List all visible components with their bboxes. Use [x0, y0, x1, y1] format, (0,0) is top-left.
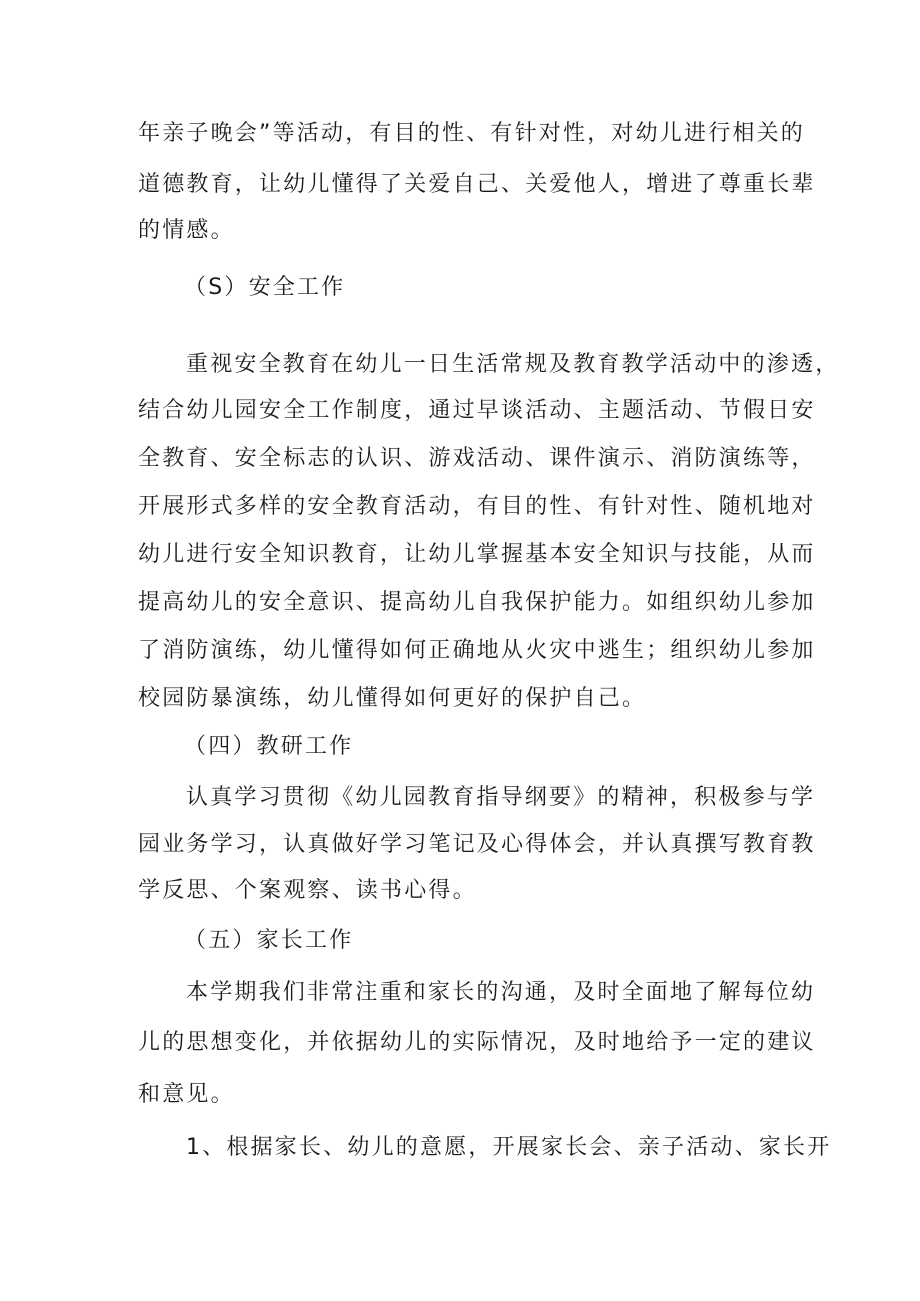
- paragraph-line: 认真学习贯彻《幼儿园教育指导纲要》的精神，积极参与学: [186, 785, 816, 810]
- section-heading-parents: （五）家长工作: [184, 928, 354, 953]
- paragraph-line: 年亲子晚会”等活动，有目的性、有针对性，对幼儿进行相关的: [138, 121, 805, 146]
- paragraph-line: 校园防暴演练，幼儿懂得如何更好的保护自己。: [138, 686, 647, 711]
- paragraph-line: 园业务学习，认真做好学习笔记及心得体会，并认真撰写教育教: [138, 832, 816, 857]
- paragraph-line: 本学期我们非常注重和家长的沟通，及时全面地了解每位幼: [186, 980, 816, 1005]
- paragraph-line: 重视安全教育在幼儿一日生活常规及教育教学活动中的渗透，: [186, 352, 840, 377]
- paragraph-line: 和意见。: [138, 1082, 235, 1107]
- paragraph-line: 的情感。: [138, 218, 235, 243]
- numbered-item-line: 1、根据家长、幼儿的意愿，开展家长会、亲子活动、家长开: [186, 1135, 832, 1160]
- paragraph-line: 提高幼儿的安全意识、提高幼儿自我保护能力。如组织幼儿参加: [138, 590, 816, 615]
- section-heading-safety: （S）安全工作: [184, 275, 346, 300]
- paragraph-line: 儿的思想变化，并依据幼儿的实际情况，及时地给予一定的建议: [138, 1030, 816, 1055]
- paragraph-line: 全教育、安全标志的认识、游戏活动、课件演示、消防演练等，: [138, 446, 816, 471]
- paragraph-line: 了消防演练，幼儿懂得如何正确地从火灾中逃生；组织幼儿参加: [138, 638, 816, 663]
- paragraph-line: 结合幼儿园安全工作制度，通过早谈活动、主题活动、节假日安: [138, 398, 816, 423]
- paragraph-line: 幼儿进行安全知识教育，让幼儿掌握基本安全知识与技能，从而: [138, 542, 816, 567]
- paragraph-line: 开展形式多样的安全教育活动，有目的性、有针对性、随机地对: [138, 494, 816, 519]
- paragraph-line: 道德教育，让幼儿懂得了关爱自己、关爱他人，增进了尊重长辈: [138, 172, 816, 197]
- paragraph-line: 学反思、个案观察、读书心得。: [138, 878, 477, 903]
- section-heading-research: （四）教研工作: [184, 734, 354, 759]
